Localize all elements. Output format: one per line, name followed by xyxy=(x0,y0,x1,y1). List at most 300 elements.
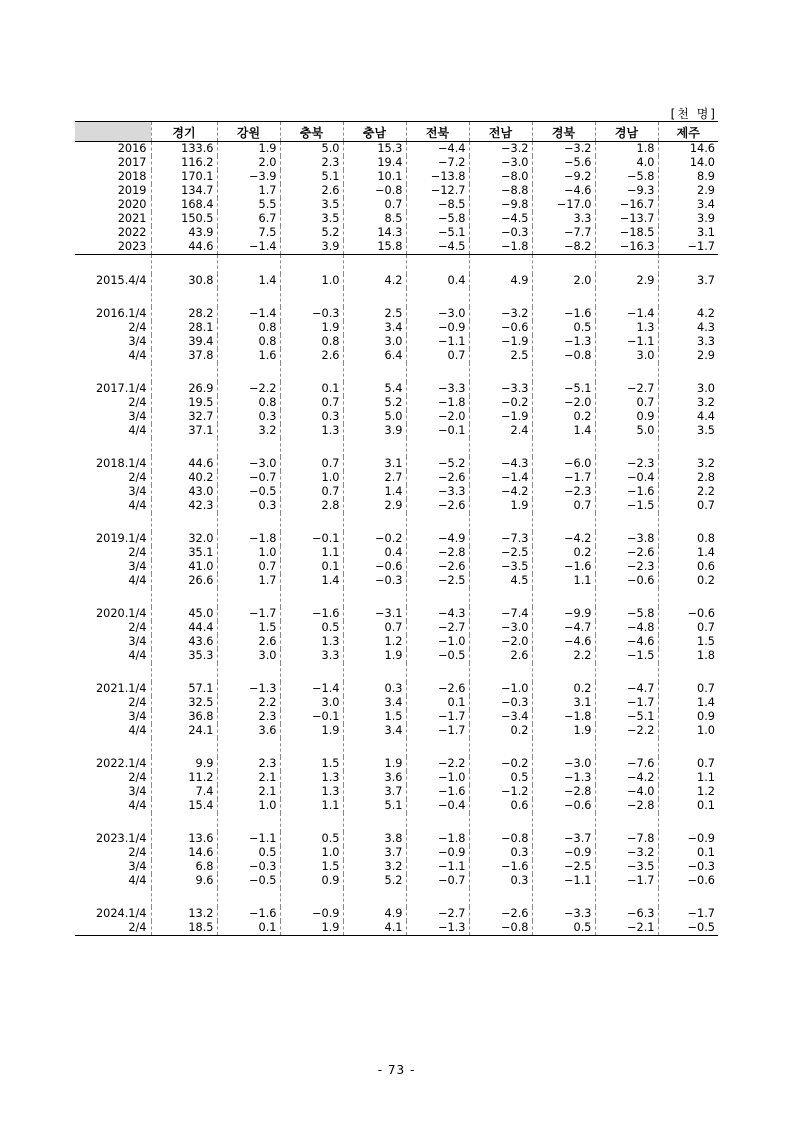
row-label: 2022 xyxy=(117,226,147,239)
table-cell: −3.2 xyxy=(532,142,595,157)
table-cell: 0.7 xyxy=(532,499,595,513)
table-cell: 1.0 xyxy=(658,724,718,738)
table-cell: −4.5 xyxy=(406,240,469,255)
spacer-row xyxy=(75,888,718,907)
table-cell: −2.5 xyxy=(469,546,532,560)
table-cell: −3.3 xyxy=(469,382,532,396)
table-cell: −1.7 xyxy=(532,471,595,485)
table-cell: 1.7 xyxy=(217,574,280,588)
table-cell: −3.3 xyxy=(406,382,469,396)
table-cell: 0.1 xyxy=(280,560,343,574)
table-cell: 0.5 xyxy=(532,921,595,936)
table-cell: 0.9 xyxy=(280,874,343,888)
table-cell: 2.3 xyxy=(217,710,280,724)
table-cell: 3.3 xyxy=(532,212,595,226)
table-cell: 26.9 xyxy=(151,382,217,396)
table-cell: −1.7 xyxy=(595,874,658,888)
table-cell: 41.0 xyxy=(151,560,217,574)
table-cell: −2.6 xyxy=(406,499,469,513)
table-cell: −0.3 xyxy=(469,226,532,240)
table-cell: 0.2 xyxy=(469,724,532,738)
table-cell: 1.8 xyxy=(595,142,658,157)
table-cell: 2.6 xyxy=(280,349,343,363)
table-cell: −0.3 xyxy=(280,307,343,321)
table-cell: −9.3 xyxy=(595,184,658,198)
table-cell: 0.9 xyxy=(658,710,718,724)
table-cell: 14.6 xyxy=(658,142,718,157)
table-cell: −1.1 xyxy=(406,860,469,874)
table-cell: 36.8 xyxy=(151,710,217,724)
table-cell: 5.5 xyxy=(217,198,280,212)
table-cell: 5.2 xyxy=(343,874,406,888)
row-label: 2/4 xyxy=(128,621,147,634)
table-cell: −8.5 xyxy=(406,198,469,212)
row-label: 2/4 xyxy=(128,396,147,409)
table-cell: 8.9 xyxy=(658,170,718,184)
row-label: 4/4 xyxy=(128,799,147,812)
table-cell: −0.9 xyxy=(658,832,718,846)
table-cell: 0.1 xyxy=(658,846,718,860)
table-cell: −0.1 xyxy=(280,532,343,546)
table-cell: −1.6 xyxy=(469,860,532,874)
table-cell: 1.9 xyxy=(217,142,280,157)
table-cell: −0.1 xyxy=(280,710,343,724)
table-cell: −0.4 xyxy=(406,799,469,813)
table-cell: −13.8 xyxy=(406,170,469,184)
table-cell: 44.6 xyxy=(151,457,217,471)
row-label: 2/4 xyxy=(75,921,151,936)
row-label: 3/4 xyxy=(128,710,147,723)
table-cell: −2.2 xyxy=(595,724,658,738)
table-cell: −1.1 xyxy=(532,874,595,888)
table-row xyxy=(75,621,718,635)
table-cell: 0.5 xyxy=(469,771,532,785)
table-row xyxy=(75,546,718,560)
table-row xyxy=(75,874,718,888)
table-cell: 1.5 xyxy=(217,621,280,635)
table-cell: 3.0 xyxy=(595,349,658,363)
row-label: 2016.1/4 xyxy=(95,307,147,320)
table-cell: 0.7 xyxy=(658,499,718,513)
table-cell: 10.1 xyxy=(343,170,406,184)
row-label: 4/4 xyxy=(128,574,147,587)
table-cell: −4.4 xyxy=(406,142,469,157)
table-cell: 4.1 xyxy=(343,921,406,936)
row-label: 3/4 xyxy=(128,785,147,798)
table-cell: 43.0 xyxy=(151,485,217,499)
table-cell: 2.2 xyxy=(532,649,595,663)
table-cell: 3.2 xyxy=(658,396,718,410)
table-cell: 3.0 xyxy=(280,696,343,710)
table-cell: 1.7 xyxy=(217,184,280,198)
table-cell: 168.4 xyxy=(151,198,217,212)
table-row xyxy=(75,142,718,157)
table-row xyxy=(75,799,718,813)
table-row xyxy=(75,710,718,724)
table-cell: −2.3 xyxy=(595,560,658,574)
table-cell: 116.2 xyxy=(151,156,217,170)
table-cell: −1.3 xyxy=(532,335,595,349)
table-cell: 32.5 xyxy=(151,696,217,710)
table-cell: 3.1 xyxy=(343,457,406,471)
spacer-row xyxy=(75,288,718,307)
table-cell: −1.0 xyxy=(406,771,469,785)
table-cell: −2.2 xyxy=(217,382,280,396)
table-cell: −2.5 xyxy=(406,574,469,588)
table-cell: −8.8 xyxy=(469,184,532,198)
table-cell: 0.6 xyxy=(658,560,718,574)
column-header: 충남 xyxy=(343,122,406,142)
table-cell: −7.6 xyxy=(595,757,658,771)
table-cell: −0.9 xyxy=(406,846,469,860)
table-cell: −2.7 xyxy=(406,621,469,635)
table-row xyxy=(75,696,718,710)
table-cell: −1.7 xyxy=(406,710,469,724)
table-cell: 0.3 xyxy=(217,499,280,513)
table-cell: 3.6 xyxy=(343,771,406,785)
table-cell: 2.8 xyxy=(280,499,343,513)
table-cell: −0.7 xyxy=(406,874,469,888)
table-cell: −0.2 xyxy=(469,396,532,410)
table-body xyxy=(75,142,718,936)
table-cell: 2.3 xyxy=(217,757,280,771)
table-cell: −2.6 xyxy=(406,682,469,696)
row-label: 4/4 xyxy=(128,499,147,512)
row-label: 3/4 xyxy=(128,485,147,498)
table-cell: 1.9 xyxy=(343,649,406,663)
row-label: 2020 xyxy=(117,198,147,211)
table-cell: −1.4 xyxy=(217,307,280,321)
table-row xyxy=(75,410,718,424)
table-cell: 2.2 xyxy=(217,696,280,710)
table-cell: 2.9 xyxy=(658,349,718,363)
table-cell: 43.6 xyxy=(151,635,217,649)
table-cell: 40.2 xyxy=(151,471,217,485)
table-cell: 1.3 xyxy=(280,785,343,799)
table-cell: −5.8 xyxy=(595,170,658,184)
table-cell: 0.5 xyxy=(532,321,595,335)
table-cell: 42.3 xyxy=(151,499,217,513)
table-cell: −0.5 xyxy=(406,649,469,663)
table-row xyxy=(75,771,718,785)
table-cell: 0.3 xyxy=(343,682,406,696)
row-label: 2023 xyxy=(75,240,151,255)
table-cell: −2.6 xyxy=(406,560,469,574)
table-cell: −1.8 xyxy=(469,240,532,255)
table-cell: −5.1 xyxy=(406,226,469,240)
table-cell: 0.7 xyxy=(280,457,343,471)
table-cell: −4.3 xyxy=(406,607,469,621)
table-cell: 0.3 xyxy=(217,410,280,424)
table-cell: −3.2 xyxy=(469,142,532,157)
table-cell: 4.0 xyxy=(595,156,658,170)
table-cell: −9.8 xyxy=(469,198,532,212)
table-cell: 1.4 xyxy=(658,546,718,560)
table-cell: 9.6 xyxy=(151,874,217,888)
table-cell: 13.6 xyxy=(151,832,217,846)
row-label: 3/4 xyxy=(128,860,147,873)
table-cell: 3.5 xyxy=(658,424,718,438)
table-cell: 1.1 xyxy=(280,546,343,560)
table-cell: 3.1 xyxy=(658,226,718,240)
table-cell: 4.5 xyxy=(469,574,532,588)
table-cell: −1.7 xyxy=(658,240,718,255)
table-cell: 3.7 xyxy=(343,846,406,860)
row-label: 4/4 xyxy=(128,349,147,362)
table-cell: −4.6 xyxy=(532,184,595,198)
table-cell: 1.0 xyxy=(217,799,280,813)
table-cell: 24.1 xyxy=(151,724,217,738)
table-cell: −2.0 xyxy=(406,410,469,424)
table-cell: −18.5 xyxy=(595,226,658,240)
table-cell: 1.4 xyxy=(280,574,343,588)
table-cell: 43.9 xyxy=(151,226,217,240)
table-cell: 0.8 xyxy=(658,532,718,546)
table-cell: 5.2 xyxy=(343,396,406,410)
table-cell: 0.5 xyxy=(280,832,343,846)
table-cell: 3.2 xyxy=(343,860,406,874)
table-row xyxy=(75,724,718,738)
table-cell: −1.6 xyxy=(532,560,595,574)
table-cell: 3.3 xyxy=(658,335,718,349)
table-cell: 3.4 xyxy=(343,724,406,738)
table-cell: 0.5 xyxy=(217,846,280,860)
table-cell: 19.5 xyxy=(151,396,217,410)
table-cell: −0.9 xyxy=(532,846,595,860)
table-row xyxy=(75,499,718,513)
table-cell: −2.6 xyxy=(595,546,658,560)
row-label: 2015.4/4 xyxy=(95,274,147,287)
table-cell: −7.4 xyxy=(469,607,532,621)
table-cell: 1.9 xyxy=(532,724,595,738)
table-cell: −0.6 xyxy=(658,874,718,888)
table-cell: −1.4 xyxy=(469,471,532,485)
table-cell: −1.7 xyxy=(595,696,658,710)
table-cell: −1.8 xyxy=(217,532,280,546)
row-label: 2/4 xyxy=(128,696,147,709)
row-label: 2022.1/4 xyxy=(95,757,147,770)
table-cell: 3.3 xyxy=(280,649,343,663)
table-row xyxy=(75,471,718,485)
table-cell: 9.9 xyxy=(151,757,217,771)
table-cell: 1.9 xyxy=(280,321,343,335)
table-row xyxy=(75,382,718,396)
table-cell: 1.9 xyxy=(280,724,343,738)
table-cell: −3.9 xyxy=(217,170,280,184)
table-cell: −1.6 xyxy=(595,485,658,499)
table-cell: 1.4 xyxy=(343,485,406,499)
table-cell: 1.9 xyxy=(280,921,343,936)
row-label: 2024.1/4 xyxy=(95,907,147,920)
table-cell: −0.8 xyxy=(469,832,532,846)
spacer-row xyxy=(75,588,718,607)
table-cell: −3.4 xyxy=(469,710,532,724)
table-cell: −4.5 xyxy=(469,212,532,226)
table-cell: 3.2 xyxy=(217,424,280,438)
column-header: 전남 xyxy=(469,122,532,142)
table-cell: −0.6 xyxy=(532,799,595,813)
table-cell: 1.4 xyxy=(658,696,718,710)
table-cell: −1.5 xyxy=(595,649,658,663)
spacer-row xyxy=(75,663,718,682)
table-cell: 4.9 xyxy=(343,907,406,921)
table-cell: −4.7 xyxy=(595,682,658,696)
table-cell: 3.0 xyxy=(658,382,718,396)
table-cell: −1.6 xyxy=(532,307,595,321)
table-cell: 2.4 xyxy=(469,424,532,438)
table-row xyxy=(75,274,718,288)
unit-label: [천 명] xyxy=(670,107,717,121)
table-cell: 1.3 xyxy=(595,321,658,335)
table-cell: 1.0 xyxy=(280,471,343,485)
table-row xyxy=(75,349,718,363)
table-cell: −2.3 xyxy=(595,457,658,471)
table-cell: 1.9 xyxy=(469,499,532,513)
table-cell: 0.2 xyxy=(532,546,595,560)
table-cell: −3.3 xyxy=(532,907,595,921)
table-cell: 0.3 xyxy=(469,874,532,888)
table-cell: −2.2 xyxy=(406,757,469,771)
table-cell: 0.6 xyxy=(469,799,532,813)
table-cell: 39.4 xyxy=(151,335,217,349)
table-cell: 32.7 xyxy=(151,410,217,424)
table-cell: 15.3 xyxy=(343,142,406,157)
table-cell: 28.1 xyxy=(151,321,217,335)
table-cell: −16.7 xyxy=(595,198,658,212)
table-cell: 0.2 xyxy=(658,574,718,588)
table-cell: −0.3 xyxy=(217,860,280,874)
table-cell: 0.7 xyxy=(280,396,343,410)
table-cell: 2.9 xyxy=(343,499,406,513)
table-cell: 2.7 xyxy=(343,471,406,485)
table-cell: −0.6 xyxy=(595,574,658,588)
table-cell: 0.7 xyxy=(343,198,406,212)
table-cell: −1.6 xyxy=(217,907,280,921)
table-cell: 170.1 xyxy=(151,170,217,184)
table-cell: −7.7 xyxy=(532,226,595,240)
table-cell: −4.2 xyxy=(595,771,658,785)
table-cell: −5.8 xyxy=(595,607,658,621)
table-cell: −4.7 xyxy=(532,621,595,635)
row-label: 3/4 xyxy=(128,335,147,348)
page-number: - 73 - xyxy=(377,1063,416,1077)
table-cell: 14.6 xyxy=(151,846,217,860)
table-cell: 0.1 xyxy=(658,799,718,813)
table-cell: −3.0 xyxy=(469,621,532,635)
table-cell: 15.8 xyxy=(343,240,406,255)
table-cell: 2.1 xyxy=(217,785,280,799)
table-cell: 3.1 xyxy=(532,696,595,710)
table-cell: −8.2 xyxy=(532,240,595,255)
table-cell: 3.6 xyxy=(217,724,280,738)
table-cell: −0.6 xyxy=(343,560,406,574)
row-label: 2021.1/4 xyxy=(95,682,147,695)
table-cell: 3.7 xyxy=(343,785,406,799)
table-cell: −8.0 xyxy=(469,170,532,184)
table-cell: −6.3 xyxy=(595,907,658,921)
table-cell: −4.2 xyxy=(532,532,595,546)
table-cell: 3.4 xyxy=(658,198,718,212)
table-cell: −1.4 xyxy=(595,307,658,321)
table-cell: 2.6 xyxy=(217,635,280,649)
table-cell: −2.5 xyxy=(532,860,595,874)
table-cell: −17.0 xyxy=(532,198,595,212)
table-cell: −1.8 xyxy=(532,710,595,724)
spacer-row xyxy=(75,255,718,275)
table-row xyxy=(75,424,718,438)
table-cell: −2.1 xyxy=(595,921,658,936)
table-cell: 0.7 xyxy=(658,682,718,696)
table-cell: 0.2 xyxy=(532,410,595,424)
table-row xyxy=(75,860,718,874)
table-cell: −2.6 xyxy=(469,907,532,921)
table-cell: −0.8 xyxy=(469,921,532,936)
table-cell: 35.3 xyxy=(151,649,217,663)
table-cell: 0.3 xyxy=(469,846,532,860)
table-cell: 1.1 xyxy=(532,574,595,588)
table-cell: −3.0 xyxy=(217,457,280,471)
table-cell: 0.3 xyxy=(280,410,343,424)
row-label: 2021 xyxy=(117,212,147,225)
table-cell: 30.8 xyxy=(151,274,217,288)
row-label: 3/4 xyxy=(128,635,147,648)
table-cell: 35.1 xyxy=(151,546,217,560)
table-cell: −2.8 xyxy=(532,785,595,799)
table-cell: −3.0 xyxy=(406,307,469,321)
table-cell: −6.0 xyxy=(532,457,595,471)
column-header: 전북 xyxy=(406,122,469,142)
table-cell: 0.8 xyxy=(217,335,280,349)
table-row xyxy=(75,212,718,226)
table-cell: 2.6 xyxy=(469,649,532,663)
table-cell: −13.7 xyxy=(595,212,658,226)
table-cell: 3.2 xyxy=(658,457,718,471)
table-cell: 1.1 xyxy=(280,799,343,813)
table-cell: 0.9 xyxy=(595,410,658,424)
table-cell: −3.0 xyxy=(469,156,532,170)
table-cell: 4.2 xyxy=(343,274,406,288)
spacer-row xyxy=(75,738,718,757)
row-label: 4/4 xyxy=(128,874,147,887)
table-cell: −0.8 xyxy=(343,184,406,198)
table-cell: −1.1 xyxy=(217,832,280,846)
column-header: 경남 xyxy=(595,122,658,142)
table-cell: 45.0 xyxy=(151,607,217,621)
row-label: 2/4 xyxy=(128,471,147,484)
table-cell: −4.8 xyxy=(595,621,658,635)
table-cell: 3.0 xyxy=(217,649,280,663)
table-cell: −9.2 xyxy=(532,170,595,184)
table-cell: −0.3 xyxy=(469,696,532,710)
column-header: 강원 xyxy=(217,122,280,142)
table-row xyxy=(75,574,718,588)
table-cell: 32.0 xyxy=(151,532,217,546)
table-cell: 3.5 xyxy=(280,212,343,226)
table-cell: −4.9 xyxy=(406,532,469,546)
table-cell: 3.4 xyxy=(343,696,406,710)
table-cell: −1.6 xyxy=(406,785,469,799)
row-label: 4/4 xyxy=(128,724,147,737)
table-row xyxy=(75,170,718,184)
spacer-row xyxy=(75,438,718,457)
table-cell: 19.4 xyxy=(343,156,406,170)
table-cell: −5.1 xyxy=(532,382,595,396)
table-cell: 2.1 xyxy=(217,771,280,785)
table-row xyxy=(75,457,718,471)
table-cell: 3.8 xyxy=(343,832,406,846)
table-cell: 44.4 xyxy=(151,621,217,635)
table-cell: 2.8 xyxy=(658,471,718,485)
